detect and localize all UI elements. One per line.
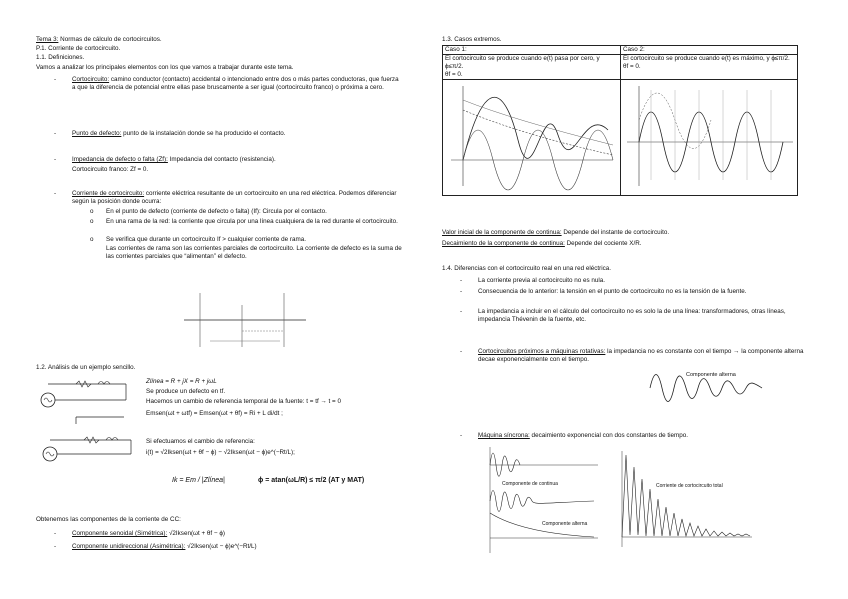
def-text: camino conductor (contacto) accidental o intencionado entre dos o más partes conductoras, que fuerza a que la diferencia de potencial entre ellas pase bruscamente a ser igual (cortocircuito franco) o próxima a cero. [72,76,399,91]
intro-text: Vamos a analizar los principales elementos con los que vamos a trabajar durante este tema. [36,64,294,71]
def-punto-defecto [72,130,286,138]
circuit-sketch-figure [180,285,310,355]
comp-senoidal [72,530,225,538]
case1-plot-cell [443,80,621,196]
inductor-icon [98,382,110,385]
diff-item: Consecuencia de lo anterior: la tensión en el punto de cortocircuito no es la tensión de la fuente. [478,288,747,295]
bullet-dash: - [460,308,463,315]
sync-machine-right-figure [616,447,756,552]
inductor-icon [106,438,118,441]
dec-term: Decaimiento de la componente de continua: [442,240,565,247]
comp-term: Componente unidireccional (Asimétrica): [72,543,186,550]
section-1-2: 1.2. Análisis de un ejemplo sencillo. [36,364,136,371]
table-row [443,80,798,196]
def-impedancia [72,156,276,164]
bullet-dash: - [54,543,57,550]
section-1-3: 1.3. Casos extremos. [442,36,502,43]
bullet-dash: - [54,190,57,197]
section-1-4: 1.4. Diferencias con el cortocircuito real en una red eléctrica. [442,265,612,272]
obtenemos-text: Obtenemos las componentes de la corriente de CC: [36,516,181,523]
diff-item-sincrona [478,432,688,440]
total-current-curve [463,97,608,160]
eq-cambio-ref: Hacemos un cambio de referencia temporal de la fuente: t = tf → t = 0 [146,398,341,405]
section-1-1: 1.1. Definiciones. [36,54,85,61]
case2-plot [621,80,797,192]
table-row [443,55,798,80]
diff-item: La impedancia a incluir en el cálculo del cortocircuito no es solo la de una línea: transformadores, otras líneas, impedancia Thévenin de la fuente, etc. [478,308,786,323]
bullet-dash: - [54,130,57,137]
tema-title: Normas de cálculo de cortocircuitos. [58,36,162,43]
case2-cell [621,55,798,80]
bullet-circle: o [90,208,94,215]
diff-item: La corriente previa al cortocircuito no es nula. [478,277,606,284]
case2-theta: θf = 0. [623,63,641,70]
tema-label: Tema 3: [36,36,59,43]
eq-i-t: i(t) = √2Iksen(ωt + θf − ϕ) − √2Iksen(ωt − ϕ)e^(−Rt/L); [146,449,295,456]
total-current-curve [622,455,750,537]
case1-theta: θf = 0. [445,71,463,78]
dc-decay-curve [463,110,613,155]
bullet-circle: o [90,218,94,225]
comp-term: Componente senoidal (Simétrica): [72,530,168,537]
dec-text: Depende del cociente X/R. [564,240,642,247]
bullet-dash: - [54,76,57,83]
comp-eq: √2Iksen(ωt − ϕ)e^(−Rt/L) [185,543,257,550]
bullet-dash: - [460,432,463,439]
transient-curve [490,453,520,476]
d5-text: decaimiento exponencial con dos constantes de tiempo. [529,432,689,439]
sub-item-verifica: Se verifica que durante un cortocircuito If > cualquier corriente de rama. [106,236,307,243]
eq-zlinea: Zlínea = R + jX = R + jωL [146,378,217,385]
sync-machine-left-figure [482,443,602,555]
casos-table [442,45,798,196]
case1-title: Caso 1: [443,46,621,55]
def-corriente-cc [72,190,407,206]
def-term: Impedancia de defecto o falta (Zf): [72,156,168,163]
comp-unidireccional [72,543,257,551]
def-term: Punto de defecto: [72,130,122,137]
eq-phi: ϕ = atan(ωL/R) ≤ π/2 (AT y MAT) [258,477,365,484]
case1-text: El cortocircuito se produce cuando e(t) pasa por cero, y ϕ≤π/2. [445,55,600,70]
tema-heading [36,36,162,44]
bullet-dash: - [460,277,463,284]
vi-term: Valor inicial de la componente de continua: [442,229,562,236]
def-text: corriente eléctrica resultante de un cortocircuito en una red eléctrica. Podemos diferenciar según la posición donde ocurra: [72,190,397,205]
bullet-dash: - [54,156,57,163]
sub-item-defecto: En el punto de defecto (corriente de defecto o falta) (If): Circula por el contacto. [106,208,327,215]
table-row [443,46,798,55]
def-term: Cortocircuito: [72,76,110,83]
vi-text: Depende del instante de cortocircuito. [561,229,670,236]
sine-icon [46,452,54,456]
case1-plot [443,80,619,192]
fig-label-total: Corriente de cortocircuito total [656,483,723,489]
bullet-dash: - [460,348,463,355]
case2-title: Caso 2: [621,46,798,55]
def-impedancia-sub: Cortocircuito franco: Zf = 0. [72,166,149,173]
sine-icon [44,398,52,402]
fig-label-alterna: Componente alterna [686,372,736,378]
d4-term: Cortocircuitos próximos a máquinas rotativas: [478,348,606,355]
eq-si-efectuamos: Si efectuamos el cambio de referencia: [146,438,255,445]
case2-plot-cell [621,80,798,196]
valor-inicial [442,229,669,237]
d5-term: Máquina síncrona: [478,432,530,439]
eq-ik: Ik = Em / |Zlínea| [172,477,225,484]
comp-eq: √2Iksen(ωt + θf − ϕ) [167,530,225,537]
decaimiento [442,240,642,248]
d4-text: la impedancia no es constante con el tiempo → la componente alterna decae exponencialmente con el tiempo. [478,348,804,363]
rl-circuit-figure [36,372,136,472]
bullet-circle: o [90,236,94,243]
def-cortocircuito [72,76,402,92]
eq-kvl: Emsen(ωt + ωtf) = Emsen(ωt + θf) = Ri + L di/dt ; [146,410,283,417]
eq-defecto: Se produce un defecto en tf. [146,388,226,395]
sub-item-ramas: Las corrientes de rama son las corrientes parciales de cortocircuito. La corriente de defecto es la suma de las corrientes parciales que “alimentan” el defecto. [106,245,402,260]
fig-label-continua: Componente de continua [502,481,558,487]
bullet-dash: - [54,530,57,537]
sub-item-rama: En una rama de la red: la corriente que circula por una línea cualquiera de la red durante el cortocircuito. [106,218,398,225]
def-text: punto de la instalación donde se ha producido el contacto. [121,130,286,137]
subtransient-curve [490,491,594,512]
case2-text: El cortocircuito se produce cuando e(t) es máximo, y ϕ≤π/2. [623,55,790,62]
fig-label-alterna-2: Componente alterna [542,521,588,527]
decaying-sine [650,375,762,402]
section-p1: P.1. Corriente de cortocircuito. [36,45,121,52]
def-text: Impedancia del contacto (resistencia). [167,156,276,163]
bullet-dash: - [460,288,463,295]
diff-item-rotativas [478,348,808,364]
def-term: Corriente de cortocircuito: [72,190,145,197]
case1-cell [443,55,621,80]
envelope-upper [463,100,613,145]
decaying-ac-figure [646,368,766,408]
